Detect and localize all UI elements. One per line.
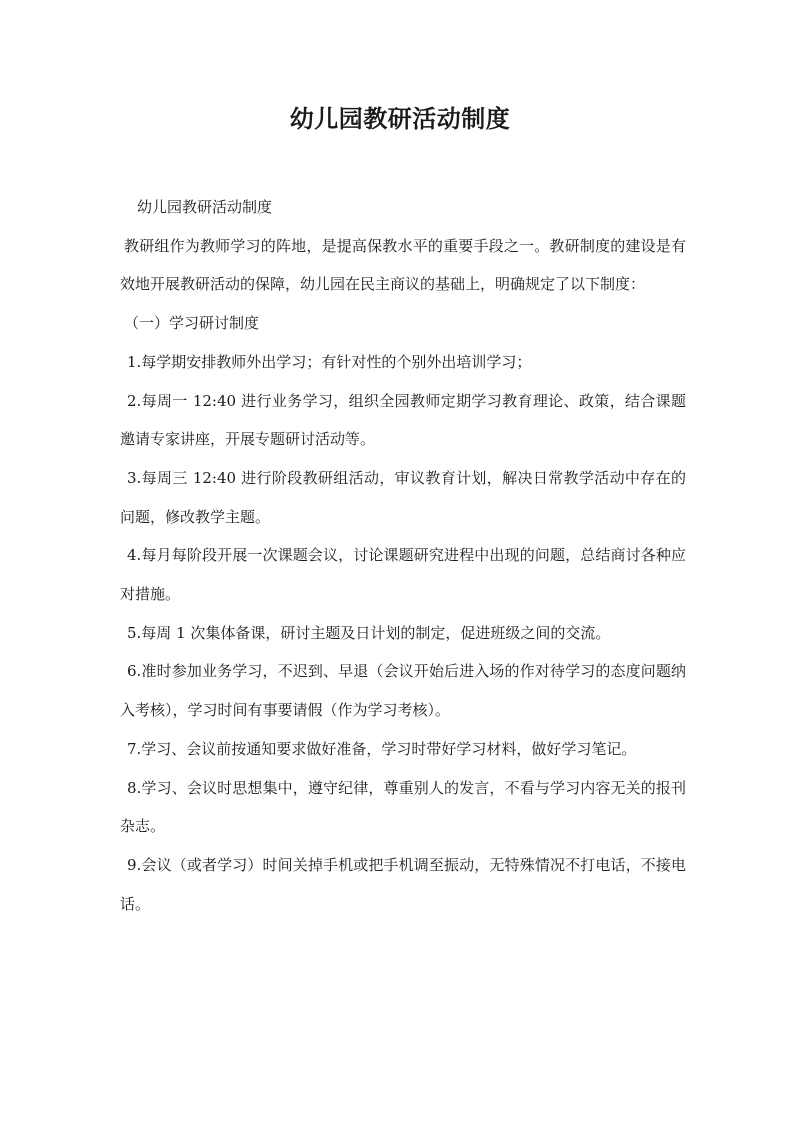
intro-paragraph: 教研组作为教师学习的阵地，是提高保教水平的重要手段之一。教研制度的建设是有效地开展教研活动的保障，幼儿园在民主商议的基础上，明确规定了以下制度：	[120, 236, 686, 294]
list-item: 3.每周三 12:40 进行阶段教研组活动，审议教育计划，解决日常教学活动中存在的问题，修改教学主题。	[120, 468, 686, 526]
list-item: 8.学习、会议时思想集中，遵守纪律，尊重别人的发言，不看与学习内容无关的报刊杂志。	[120, 778, 686, 836]
list-item: 7.学习、会议前按通知要求做好准备，学习时带好学习材料，做好学习笔记。	[127, 739, 637, 758]
list-item: 2.每周一 12:40 进行业务学习，组织全园教师定期学习教育理论、政策，结合课题邀请专家讲座，开展专题研讨活动等。	[120, 391, 686, 449]
list-item: 5.每周 1 次集体备课，研讨主题及日计划的制定，促进班级之间的交流。	[127, 623, 611, 642]
list-item: 4.每月每阶段开展一次课题会议，讨论课题研究进程中出现的问题，总结商讨各种应对措施。	[120, 546, 686, 604]
list-item: 9.会议（或者学习）时间关掉手机或把手机调至振动，无特殊情况不打电话，不接电话。	[120, 855, 686, 913]
document-title: 幼儿园教研活动制度	[289, 104, 511, 133]
list-item: 6.准时参加业务学习，不迟到、早退（会议开始后进入场的作对待学习的态度问题纳入考核），学习时间有事要请假（作为学习考核）。	[120, 662, 686, 720]
list-item: 1.每学期安排教师外出学习；有针对性的个别外出培训学习；	[127, 352, 532, 371]
document-subtitle: 幼儿园教研活动制度	[137, 198, 273, 216]
section-heading: （一）学习研讨制度	[124, 314, 260, 333]
document-body	[120, 188, 686, 923]
